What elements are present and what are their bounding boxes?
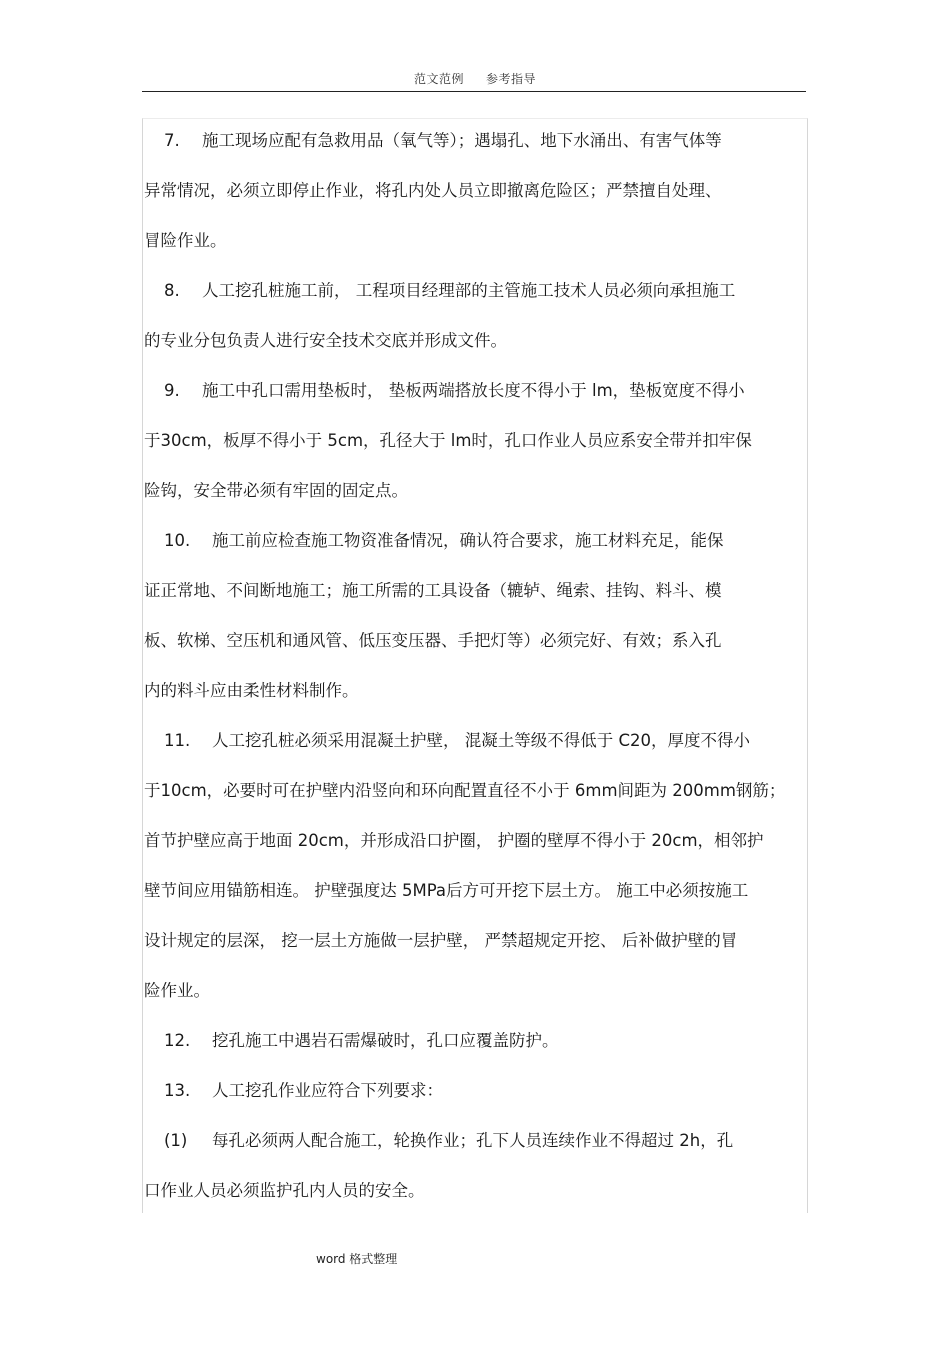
document-body	[144, 124, 804, 1224]
page-header	[0, 70, 950, 87]
paragraph-line	[144, 374, 804, 424]
item-number: 8.	[164, 281, 180, 300]
line-text: 施工前应检查施工物资准备情况，确认符合要求，施工材料充足，能保	[212, 531, 724, 550]
line-text: 险作业。	[144, 981, 210, 1000]
line-text: 人工挖孔作业应符合下列要求：	[212, 1081, 443, 1100]
item-number: 11.	[164, 731, 191, 750]
item-number: (1)	[164, 1131, 188, 1150]
paragraph-line	[144, 1174, 804, 1224]
line-text: 于30cm，板厚不得小于 5cm，孔径大于 lm时，孔口作业人员应系安全带并扣牢保	[144, 431, 752, 450]
line-text: 异常情况，必须立即停止作业，将孔内处人员立即撤离危险区；严禁擅自处理、	[144, 181, 722, 200]
item-number: 9.	[164, 381, 180, 400]
line-text: 挖孔施工中遇岩石需爆破时，孔口应覆盖防护。	[212, 1031, 559, 1050]
paragraph-line	[144, 824, 804, 874]
line-text: 人工挖孔桩施工前， 工程项目经理部的主管施工技术人员必须向承担施工	[202, 281, 736, 300]
paragraph-line	[144, 974, 804, 1024]
paragraph-line	[144, 124, 804, 174]
paragraph-line	[144, 924, 804, 974]
line-text: 壁节间应用锚筋相连。 护壁强度达 5MPa后方可开挖下层土方。 施工中必须按施工	[144, 881, 749, 900]
header-left-text: 范文范例	[413, 72, 464, 86]
paragraph-line	[144, 874, 804, 924]
paragraph-line	[144, 324, 804, 374]
page-footer: word 格式整理	[316, 1252, 398, 1266]
line-text: 口作业人员必须监护孔内人员的安全。	[144, 1181, 425, 1200]
paragraph-line	[144, 474, 804, 524]
paragraph-line	[144, 424, 804, 474]
paragraph-line	[144, 1074, 804, 1124]
item-number: 7.	[164, 131, 180, 150]
line-text: 的专业分包负责人进行安全技术交底并形成文件。	[144, 331, 507, 350]
paragraph-line	[144, 1124, 804, 1174]
paragraph-line	[144, 724, 804, 774]
paragraph-line	[144, 274, 804, 324]
line-text: 施工中孔口需用垫板时， 垫板两端搭放长度不得小于 lm，垫板宽度不得小	[202, 381, 745, 400]
header-right-text: 参考指导	[486, 72, 537, 86]
paragraph-line	[144, 224, 804, 274]
line-text: 冒险作业。	[144, 231, 227, 250]
paragraph-line	[144, 174, 804, 224]
line-text: 板、软梯、空压机和通风管、低压变压器、手把灯等）必须完好、有效；系入孔	[144, 631, 722, 650]
line-text: 人工挖孔桩必须采用混凝土护壁， 混凝土等级不得低于 C20，厚度不得小	[212, 731, 751, 750]
line-text: 证正常地、不间断地施工；施工所需的工具设备（辘轳、绳索、挂钩、料斗、模	[144, 581, 722, 600]
paragraph-line	[144, 1024, 804, 1074]
item-number: 10.	[164, 531, 191, 550]
paragraph-line	[144, 674, 804, 724]
paragraph-line	[144, 624, 804, 674]
paragraph-line	[144, 524, 804, 574]
paragraph-line	[144, 574, 804, 624]
line-text: 每孔必须两人配合施工，轮换作业；孔下人员连续作业不得超过 2h，孔	[212, 1131, 734, 1150]
line-text: 内的料斗应由柔性材料制作。	[144, 681, 359, 700]
line-text: 施工现场应配有急救用品（氧气等）；遇塌孔、地下水涌出、有害气体等	[202, 131, 722, 150]
item-number: 12.	[164, 1031, 191, 1050]
line-text: 于10cm，必要时可在护壁内沿竖向和环向配置直径不小于 6mm间距为 200mm钢筋；	[144, 781, 786, 800]
line-text: 险钩，安全带必须有牢固的固定点。	[144, 481, 408, 500]
item-number: 13.	[164, 1081, 191, 1100]
paragraph-line	[144, 774, 804, 824]
line-text: 首节护壁应高于地面 20cm，并形成沿口护圈， 护圈的壁厚不得小于 20cm，相邻护	[144, 831, 764, 850]
header-rule	[142, 91, 806, 92]
line-text: 设计规定的层深， 挖一层土方施做一层护壁， 严禁超规定开挖、 后补做护壁的冒	[144, 931, 738, 950]
